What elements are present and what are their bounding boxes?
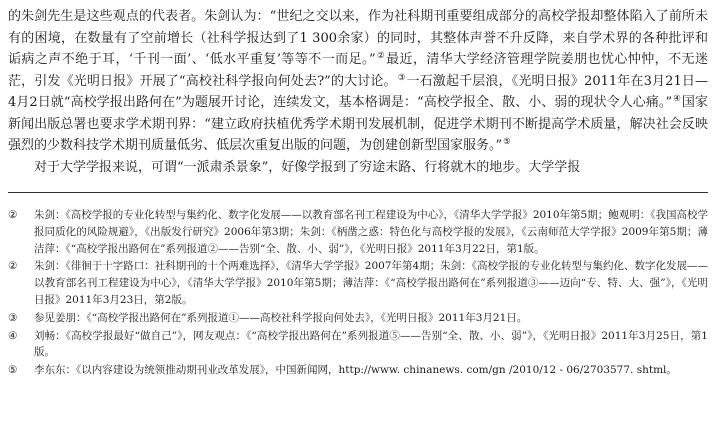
footnote-number: ⑤ (8, 364, 18, 377)
footnote (8, 328, 708, 362)
footnote-ref-marker: ④ (673, 94, 681, 104)
footnote (8, 310, 708, 327)
footnote-number: ② (8, 260, 18, 273)
footnotes (8, 207, 708, 380)
footnote-text: 朱剑：《高校学报的专业化转型与集约化、数字化发展——以教育部名刊工程建设为中心》，《清华大学学报》2010年第5期；鲍观明：《我国高校学报同质化的风险规避》，《出版发行研究》2006年第3期；朱剑：《柄凿之惑：特色化与高校学报的发展》，《云南师范大学学报》2009年第5期；薄洁萍：《“高校学报出路何在”系列报道②——告别“全、散、小、弱”》，《光明日报》2011年3月22日，第1版。 (34, 209, 708, 255)
footnote-number: ② (8, 209, 18, 221)
paragraph-1-segment-1: 的朱剑先生是这些观点的代表者。朱剑认为：“世纪之交以来，作为社科期刊重要组成部分的高校学报却整体陷入了前所未有的困境，在数量有了空前增长（社科学报达到了1 300余家）的同时，其整体声誉不升反降，来自学术界的各种批评和诟病之声不绝于耳，‘千刊一面’、‘低水平重复’等等不一而足。” (8, 9, 708, 67)
article-body (8, 6, 708, 178)
footnote-text: 刘畅：《高校学报最好“做自己”》，网友观点：《“高校学报出路何在”系列报道⑤——告别“全、散、小、弱”》，《光明日报》2011年3月25日，第1版。 (34, 329, 708, 359)
paragraph-1 (8, 6, 708, 157)
footnote (8, 258, 708, 308)
paragraph-2: 对于大学学报来说，可谓“一派肃杀景象”，好像学报到了穷途末路、行将就木的地步。大学学报 (34, 159, 581, 175)
footnote (8, 362, 708, 379)
footnote-ref-marker: ② (376, 51, 386, 61)
footnote (8, 207, 708, 257)
footnote-text: 参见姜朋：《“高校学报出路何在”系列报道①——高校社科学报向何处去》，《光明日报》2011年3月21日。 (34, 311, 528, 324)
footnote-ref-marker: ⑤ (503, 137, 511, 147)
footnote-number: ③ (8, 311, 18, 324)
paragraph-1-segment-4: 国家新闻出版总署也要求学术期刊界：“建立政府扶植优秀学术期刊发展机制，促进学术期刊不断提高学术质量，解决社会反映强烈的少数科技学术期刊质量低劣、低层次重复出版的问题，为创建创新型国家服务。” (8, 95, 708, 153)
paragraph-1-segment-3: 一石激起千层浪，《光明日报》2011年在3月21日—4月2日就“高校学报出路何在”为题展开讨论，连续发文，基本格调是：“高校学报全、散、小、弱的现状令人心痛。” (8, 73, 709, 110)
footnote-number: ④ (8, 329, 18, 342)
footnote-text: 李东东：《以内容建设为统领推动期刊业改革发展》，中国新闻网，http://www. chinanews. com/gn /2010/12 - 06/2703577. shtml。 (34, 364, 677, 377)
footnote-text: 朱剑：《徘徊于十字路口：社科期刊的十个两难选择》，《清华大学学报》2007年第4期；朱剑：《高校学报的专业化转型与集约化、数字化发展——以教育部名刊工程建设为中心》，《清华大学学报》2010年第5期；薄洁萍：《“高校学报出路何在”系列报道③——迈向“专、特、大、强”》，《光明日报》2011年3月23日，第2版。 (34, 260, 708, 306)
footnote-ref-marker: ③ (397, 72, 406, 83)
footnote-separator (8, 192, 708, 193)
paragraph-1-segment-2: 最近，清华大学经济管理学院姜朋也忧心忡忡，不无迷茫，引发《光明日报》开展了“高校社科学报向何处去?”的大讨论。 (8, 52, 708, 89)
